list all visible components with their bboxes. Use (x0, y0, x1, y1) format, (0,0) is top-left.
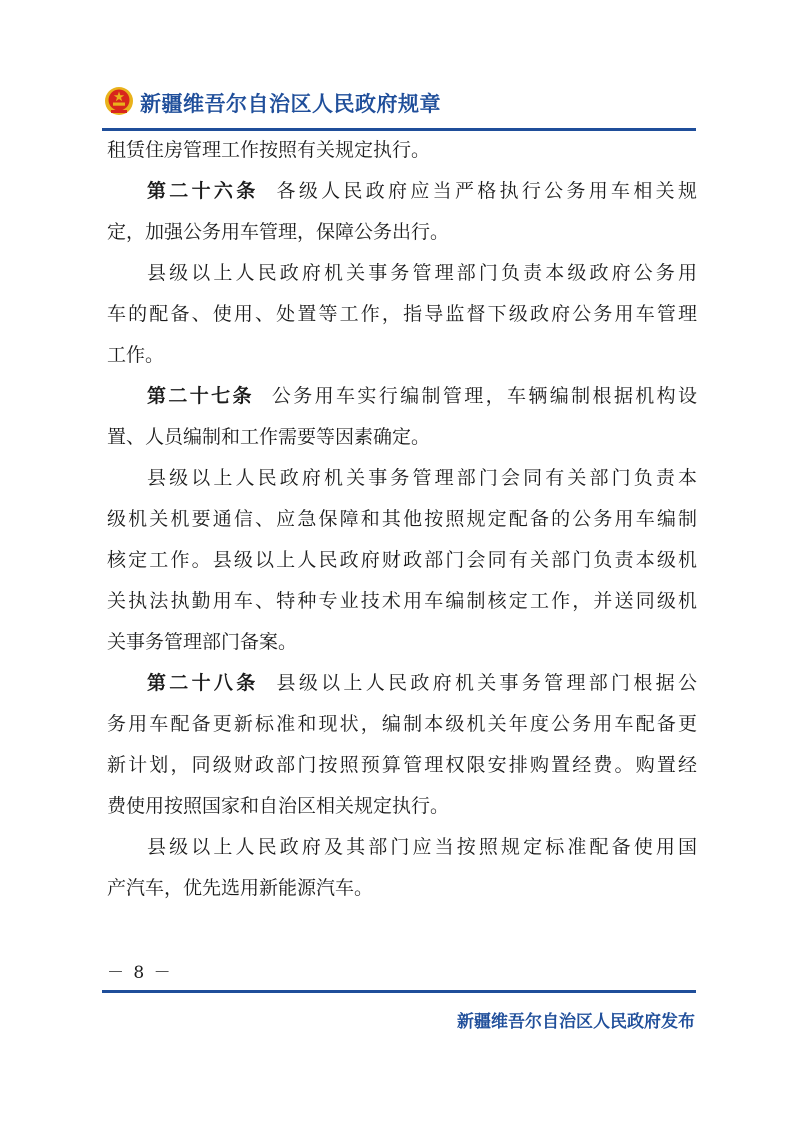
body-line: 县级以上人民政府机关事务管理部门负责本级政府公务用 (147, 262, 697, 284)
document-header (100, 86, 700, 126)
body-line: 工作。 (107, 344, 165, 366)
footer-divider (102, 990, 696, 993)
body-line: 级机关机要通信、应急保障和其他按照规定配备的公务用车编制 (107, 508, 697, 530)
article-text: 各级人民政府应当严格执行公务用车相关规 (276, 180, 697, 202)
article-27-first-line (107, 376, 697, 417)
article-number: 第二十六条 (147, 180, 259, 202)
article-28-first-line (107, 663, 697, 704)
article-text: 县级以上人民政府机关事务管理部门根据公 (276, 672, 697, 694)
body-line: 车的配备、使用、处置等工作，指导监督下级政府公务用车管理 (107, 303, 697, 325)
body-line: 县级以上人民政府及其部门应当按照规定标准配备使用国 (147, 836, 697, 858)
article-text: 公务用车实行编制管理，车辆编制根据机构设 (271, 385, 697, 407)
body-line: 置、人员编制和工作需要等因素确定。 (107, 426, 431, 448)
header-title: 新疆维吾尔自治区人民政府规章 (140, 92, 441, 116)
body-line: 产汽车，优先选用新能源汽车。 (107, 877, 374, 899)
document-body (107, 130, 697, 909)
body-line: 县级以上人民政府机关事务管理部门会同有关部门负责本 (147, 467, 697, 489)
body-line: 费使用按照国家和自治区相关规定执行。 (107, 795, 450, 817)
article-26-first-line (107, 171, 697, 212)
body-line: 定，加强公务用车管理，保障公务出行。 (107, 221, 450, 243)
page-number: － 8 － (107, 963, 173, 983)
national-emblem-icon (104, 86, 134, 116)
body-line: 关事务管理部门备案。 (107, 631, 298, 653)
body-line: 核定工作。县级以上人民政府财政部门会同有关部门负责本级机 (107, 549, 697, 571)
article-number: 第二十七条 (147, 385, 254, 407)
body-line: 新计划，同级财政部门按照预算管理权限安排购置经费。购置经 (107, 754, 697, 776)
body-line: 租赁住房管理工作按照有关规定执行。 (107, 139, 431, 161)
body-line: 关执法执勤用车、特种专业技术用车编制核定工作，并送同级机 (107, 590, 697, 612)
article-number: 第二十八条 (147, 672, 259, 694)
footer-publisher: 新疆维吾尔自治区人民政府发布 (457, 1012, 695, 1032)
body-line: 务用车配备更新标准和现状，编制本级机关年度公务用车配备更 (107, 713, 697, 735)
